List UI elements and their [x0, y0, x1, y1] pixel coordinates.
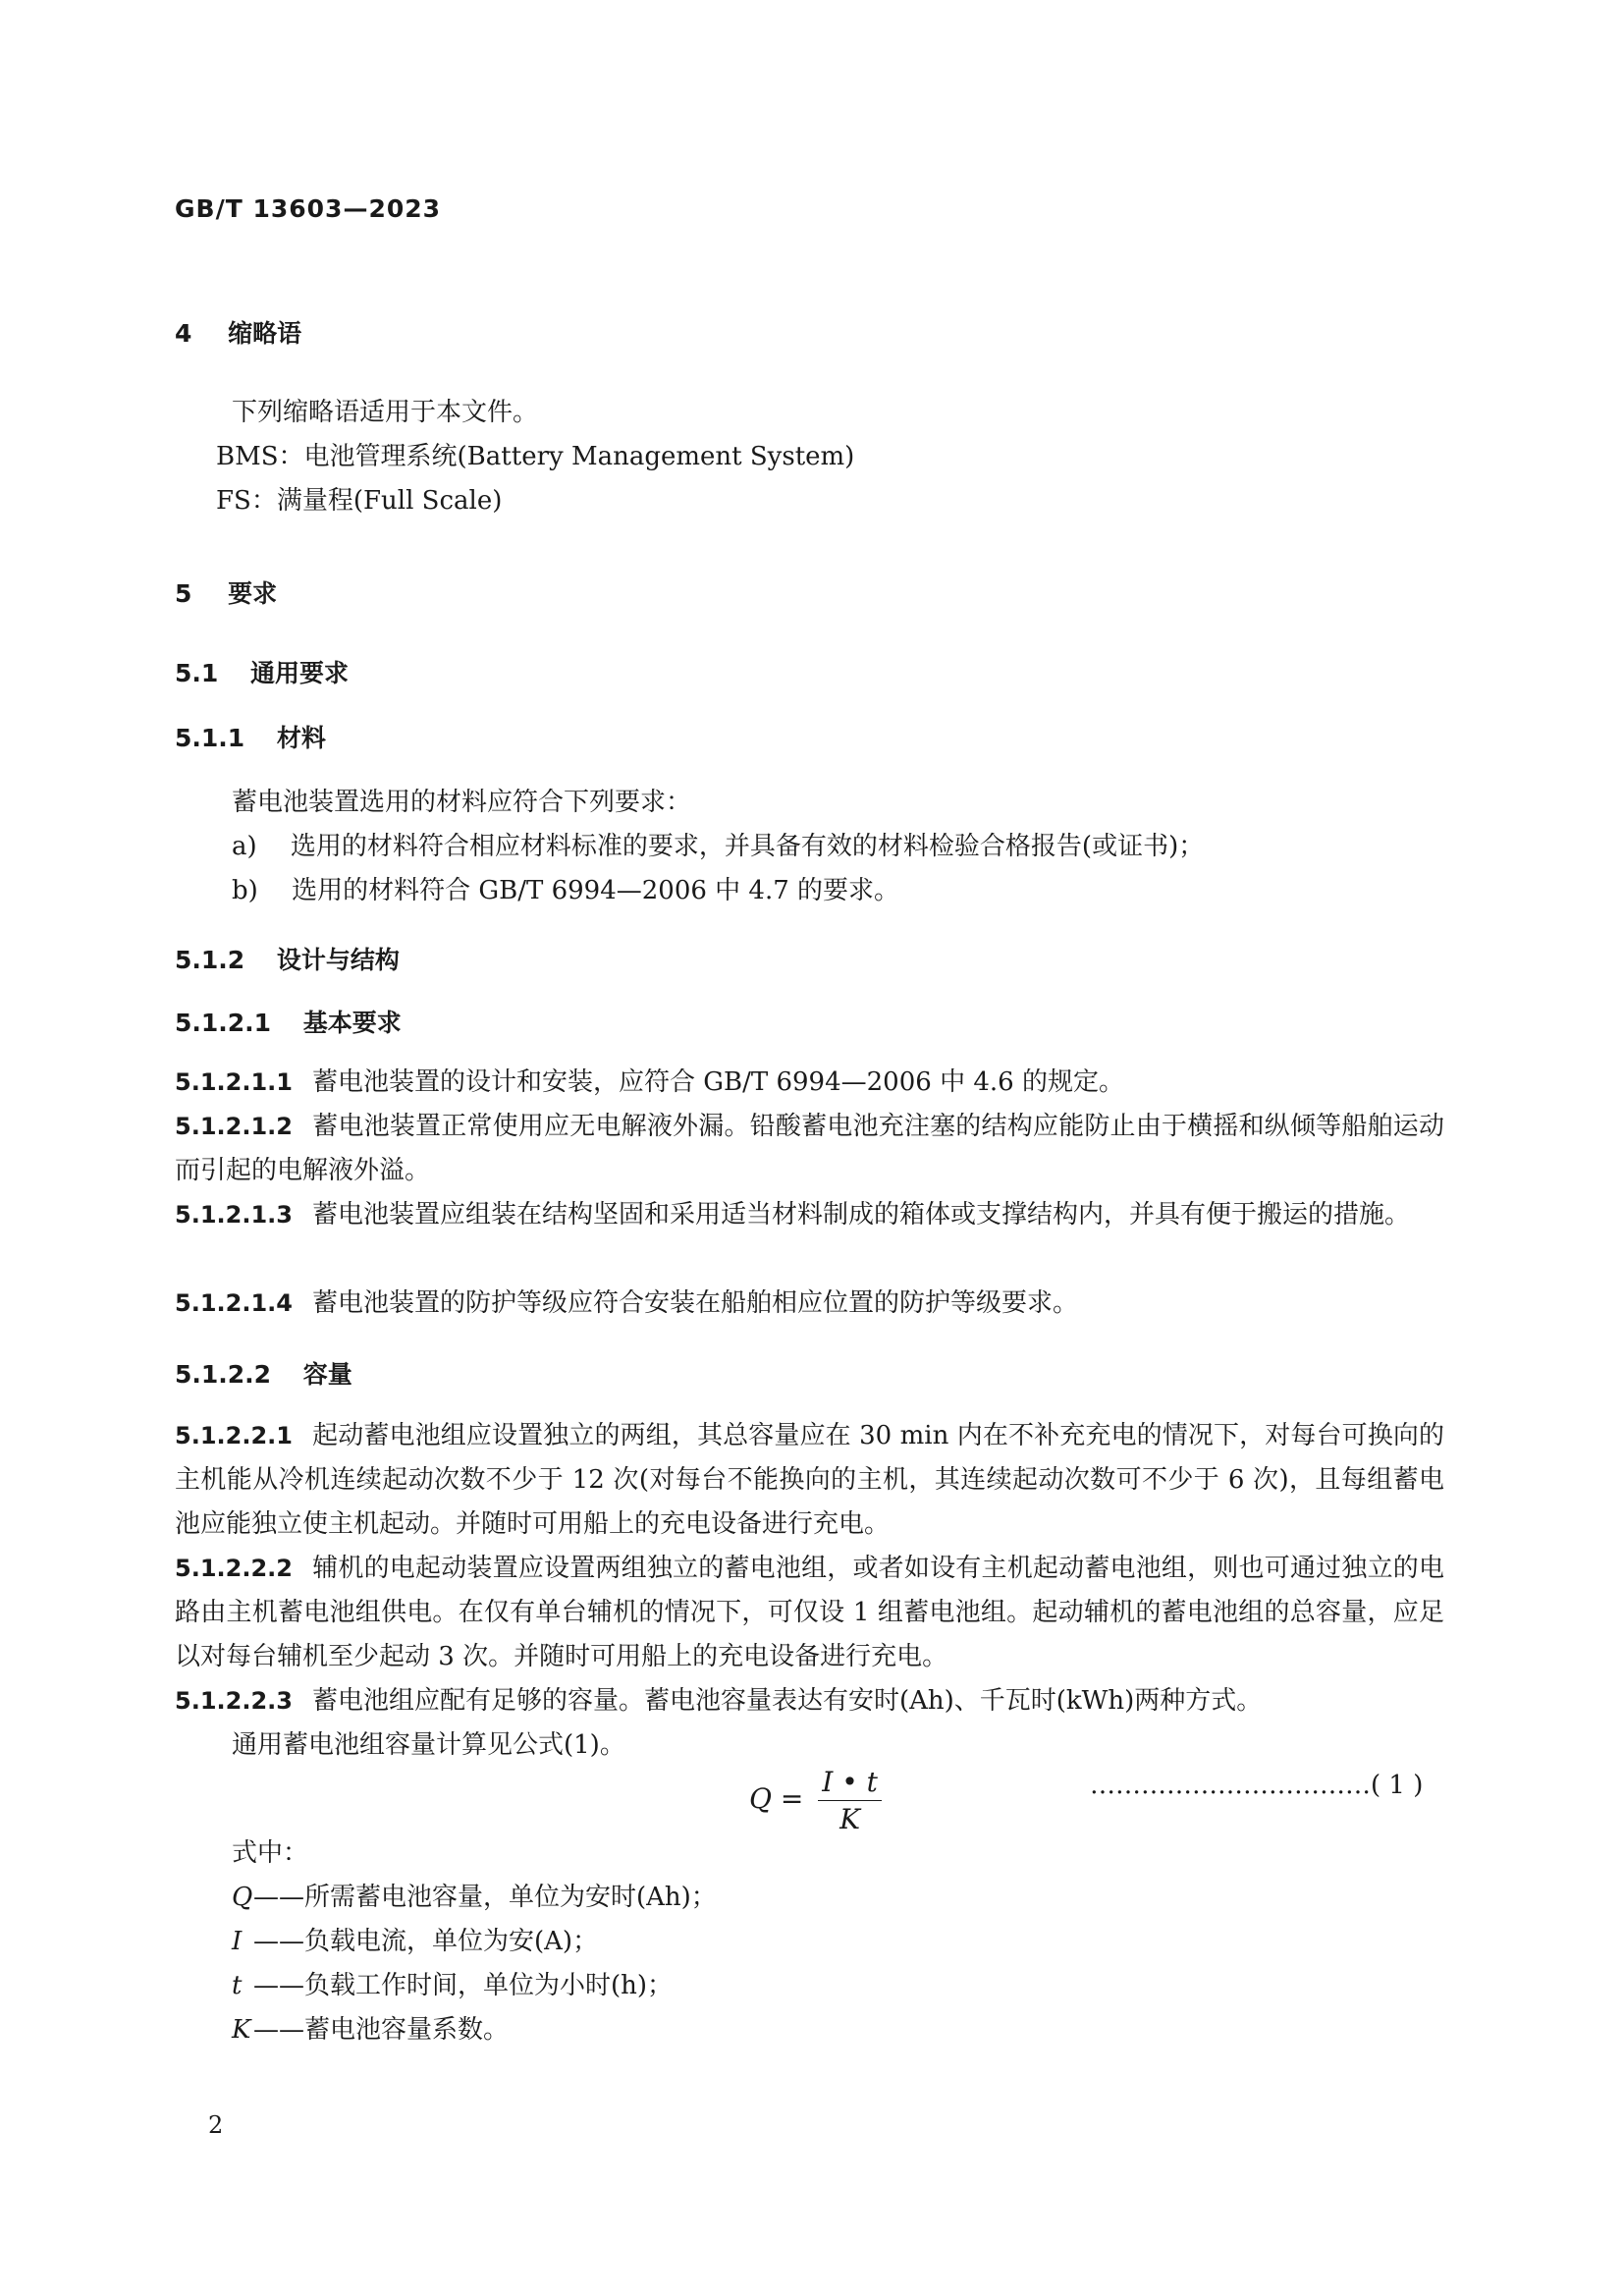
variable-dash: —— [253, 1883, 304, 1912]
heading-number: 4 [175, 319, 192, 348]
clause-text: 蓄电池装置应组装在结构坚固和采用适当材料制成的箱体或支撑结构内，并具有便于搬运的措施。 [311, 1200, 1410, 1230]
clause-paragraph [175, 1282, 1444, 1326]
formula-fraction [818, 1766, 882, 1835]
clause-text: 起动蓄电池组应设置独立的两组，其总容量应在 30 min 内在不补充充电的情况下，对每台可换向的主机能从冷机连续起动次数不少于 12 次(对每台不能换向的主机，其连续起动次数可不少于 6 次)，且每组蓄电池应能独立使主机起动。并随时可用船上的充电设备进行充电。 [175, 1421, 1444, 1539]
list-label: a) [232, 832, 257, 861]
variable-symbol: Q [232, 1883, 253, 1912]
equation-tag: ( 1 ) [1371, 1771, 1424, 1800]
heading-number: 5.1.1 [175, 724, 245, 752]
variable-symbol: I [232, 1927, 243, 1956]
leader-dots: …………………………… [1090, 1771, 1371, 1800]
clause-number: 5.1.2.2.2 [175, 1555, 293, 1582]
page-number: 2 [208, 2111, 224, 2139]
list-item [232, 825, 1204, 869]
heading-title: 容量 [302, 1360, 352, 1389]
formula-intro: 通用蓄电池组容量计算见公式(1)。 [232, 1730, 625, 1760]
abbr-intro: 下列缩略语适用于本文件。 [232, 398, 539, 427]
clause-text: 蓄电池装置的防护等级应符合安装在船舶相应位置的防护等级要求。 [311, 1288, 1078, 1318]
clause-paragraph [175, 1547, 1444, 1679]
clause-text: 蓄电池组应配有足够的容量。蓄电池容量表达有安时(Ah)、千瓦时(kWh)两种方式。 [311, 1686, 1263, 1716]
clause-paragraph [175, 1414, 1444, 1547]
section-5-1-1-heading [175, 719, 326, 754]
heading-number: 5.1.2 [175, 946, 245, 974]
list-label: b) [232, 876, 258, 905]
variable-definition [232, 1876, 717, 1920]
clause-paragraph [175, 1061, 1444, 1105]
formula-equals: = [780, 1782, 804, 1815]
clause-number: 5.1.2.2.3 [175, 1687, 293, 1715]
heading-title: 缩略语 [228, 319, 302, 348]
formula-denominator: K [839, 1803, 861, 1835]
abbr-fs: FS：满量程(Full Scale) [216, 486, 503, 516]
formula-1 [749, 1766, 882, 1835]
variable-description: 负载电流，单位为安(A)； [304, 1927, 599, 1956]
abbr-bms: BMS：电池管理系统(Battery Management System) [216, 442, 855, 471]
clause-paragraph [175, 1105, 1444, 1193]
clause-number: 5.1.2.1.2 [175, 1113, 293, 1140]
clause-text: 蓄电池装置正常使用应无电解液外漏。铅酸蓄电池充注塞的结构应能防止由于横摇和纵倾等船舶运动而引起的电解液外溢。 [175, 1112, 1444, 1185]
clause-number: 5.1.2.1.1 [175, 1068, 293, 1096]
clause-paragraph [175, 1679, 1444, 1723]
formula-leader [1090, 1764, 1423, 1808]
document-id: GB/T 13603—2023 [175, 194, 442, 223]
heading-number: 5 [175, 579, 192, 608]
heading-title: 要求 [228, 579, 278, 608]
variable-description: 负载工作时间，单位为小时(h)； [304, 1971, 674, 2000]
heading-title: 通用要求 [250, 659, 350, 687]
variable-dash: —— [253, 1971, 304, 2000]
clause-number: 5.1.2.2.1 [175, 1422, 293, 1449]
clause-text: 蓄电池装置的设计和安装，应符合 GB/T 6994—2006 中 4.6 的规定。 [311, 1067, 1124, 1097]
where-label: 式中： [232, 1838, 309, 1868]
variable-symbol: K [232, 2015, 251, 2045]
clause-number: 5.1.2.1.3 [175, 1201, 293, 1229]
variable-definition [232, 1920, 598, 1964]
variable-symbol: t [232, 1971, 243, 2000]
variable-definition [232, 1964, 673, 2008]
section-5-1-2-1-heading [175, 1004, 402, 1039]
clause-paragraph [175, 1193, 1444, 1237]
materials-intro: 蓄电池装置选用的材料应符合下列要求： [232, 788, 692, 817]
variable-dash: —— [253, 1927, 304, 1956]
heading-number: 5.1.2.2 [175, 1360, 272, 1389]
formula-lhs: Q [749, 1782, 772, 1815]
variable-definition [232, 2008, 509, 2052]
heading-number: 5.1 [175, 659, 219, 687]
clause-number: 5.1.2.1.4 [175, 1289, 293, 1317]
list-item [232, 869, 899, 913]
heading-title: 基本要求 [302, 1009, 402, 1037]
variable-description: 蓄电池容量系数。 [304, 2015, 510, 2045]
heading-title: 材料 [276, 724, 326, 752]
section-5-1-heading [175, 654, 349, 689]
formula-numerator: I • t [818, 1766, 882, 1801]
section-5-1-2-2-heading [175, 1355, 352, 1391]
heading-title: 设计与结构 [276, 946, 400, 974]
section-4-heading [175, 314, 301, 350]
list-text: 选用的材料符合 GB/T 6994—2006 中 4.7 的要求。 [292, 876, 900, 905]
clause-text: 辅机的电起动装置应设置两组独立的蓄电池组，或者如设有主机起动蓄电池组，则也可通过独立的电路由主机蓄电池组供电。在仅有单台辅机的情况下，可仅设 1 组蓄电池组。起动辅机的蓄电池组的总容量，应足以对每台辅机至少起动 3 次。并随时可用船上的充电设备进行充电。 [175, 1554, 1444, 1671]
section-5-1-2-heading [175, 941, 400, 976]
variable-description: 所需蓄电池容量，单位为安时(Ah)； [304, 1883, 717, 1912]
list-text: 选用的材料符合相应材料标准的要求，并具备有效的材料检验合格报告(或证书)； [290, 832, 1205, 861]
section-5-heading [175, 574, 277, 610]
heading-number: 5.1.2.1 [175, 1009, 272, 1037]
variable-dash: —— [253, 2015, 304, 2045]
